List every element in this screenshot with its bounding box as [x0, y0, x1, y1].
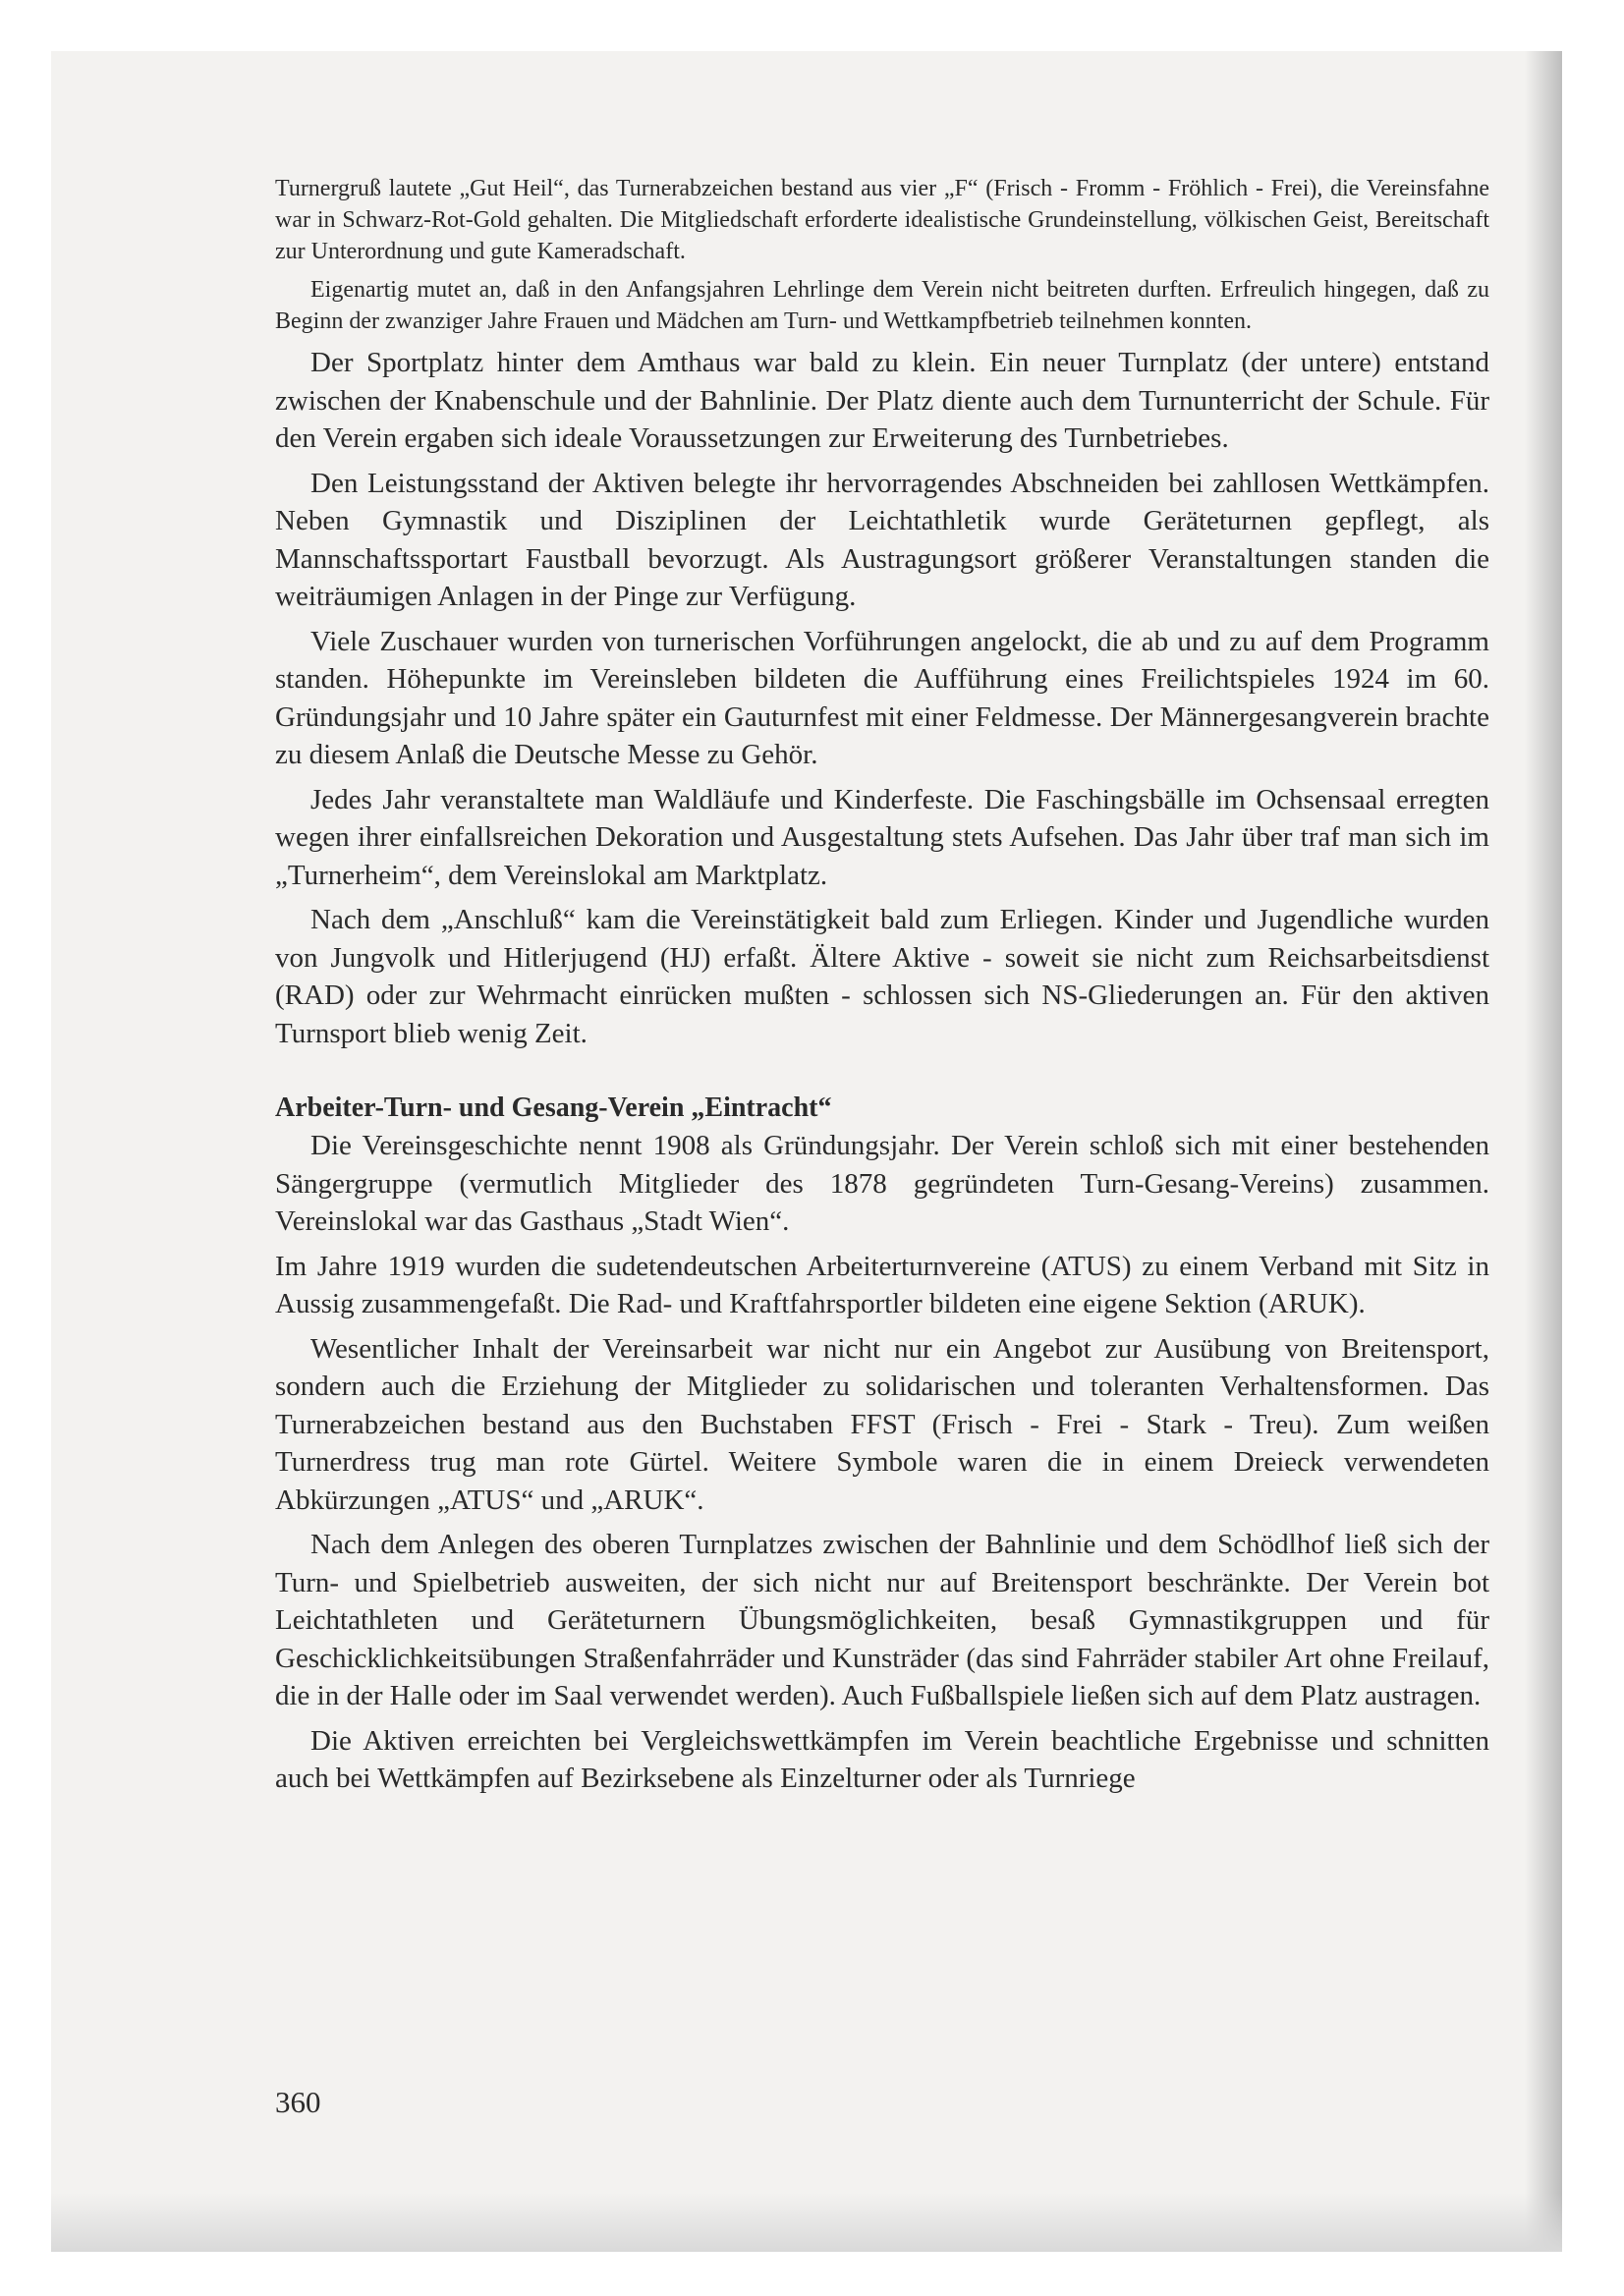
paragraph-2: Eigenartig mutet an, daß in den Anfangsjahren Lehrlinge dem Verein nicht beitreten durften. Erfreulich hingegen, daß zu Beginn der zwanziger Jahre Frauen und Mädchen am Turn- und Wettkampfbetrieb teilnehmen konnten.	[275, 277, 1489, 334]
section-heading: Arbeiter-Turn- und Gesang-Verein „Eintracht“	[275, 1092, 832, 1123]
text-column	[275, 173, 1489, 1805]
page-edge-shadow-right	[1525, 51, 1562, 2252]
paragraph-12: Die Aktiven erreichten bei Vergleichswettkämpfen im Verein beachtliche Ergebnisse und schnitten auch bei Wettkämpfen auf Bezirksebene als Einzelturner oder als Turnriege	[275, 1724, 1489, 1794]
paragraph-5: Viele Zuschauer wurden von turnerischen Vorführungen angelockt, die ab und zu auf dem Programm standen. Höhepunkte im Vereinsleben bildeten die Aufführung eines Freilichtspieles 1924 im 60. Gründungsjahr und 10 Jahre später ein Gauturnfest mit einer Feldmesse. Der Männergesangverein brachte zu diesem Anlaß die Deutsche Messe zu Gehör.	[275, 625, 1489, 770]
paragraph-6: Jedes Jahr veranstaltete man Waldläufe und Kinderfeste. Die Faschingsbälle im Ochsensaal erregten wegen ihrer einfallsreichen Dekoration und Ausgestaltung stets Aufsehen. Das Jahr über traf man sich im „Turnerheim“, dem Vereinslokal am Marktplatz.	[275, 783, 1489, 891]
paragraph-10: Wesentlicher Inhalt der Vereinsarbeit war nicht nur ein Angebot zur Ausübung von Breitensport, sondern auch die Erziehung der Mitglieder zu solidarischen und toleranten Verhaltensformen. Das Turnerabzeichen bestand aus den Buchstaben FFST (Frisch - Frei - Stark - Treu). Zum weißen Turnerdress trug man rote Gürtel. Weitere Symbole waren die in einem Dreieck verwendeten Abkürzungen „ATUS“ und „ARUK“.	[275, 1332, 1489, 1516]
paragraph-4: Den Leistungsstand der Aktiven belegte ihr hervorragendes Abschneiden bei zahllosen Wettkämpfen. Neben Gymnastik und Disziplinen der Leichtathletik wurde Geräteturnen gepflegt, als Mannschaftssportart Faustball bevorzugt. Als Austragungsort größerer Veranstaltungen standen die weiträumigen Anlagen in der Pinge zur Verfügung.	[275, 467, 1489, 612]
paragraph-9: Im Jahre 1919 wurden die sudetendeutschen Arbeiterturnvereine (ATUS) zu einem Verband mit Sitz in Aussig zusammengefaßt. Die Rad- und Kraftfahrsportler bildeten eine eigene Sektion (ARUK).	[275, 1250, 1489, 1319]
paragraph-7: Nach dem „Anschluß“ kam die Vereinstätigkeit bald zum Erliegen. Kinder und Jugendliche wurden von Jungvolk und Hitlerjugend (HJ) erfaßt. Ältere Aktive - soweit sie nicht zum Reichsarbeitsdienst (RAD) oder zur Wehrmacht einrücken mußten - schlossen sich NS-Gliederungen an. Für den aktiven Turnsport blieb wenig Zeit.	[275, 904, 1489, 1049]
paragraph-3: Der Sportplatz hinter dem Amthaus war bald zu klein. Ein neuer Turnplatz (der untere) entstand zwischen der Knabenschule und der Bahnlinie. Der Platz diente auch dem Turnunterricht der Schule. Für den Verein ergaben sich ideale Voraussetzungen zur Erweiterung des Turnbetriebes.	[275, 347, 1489, 454]
page-number: 360	[275, 2085, 321, 2119]
paragraph-1: Turnergruß lautete „Gut Heil“, das Turnerabzeichen bestand aus vier „F“ (Frisch - Fromm - Fröhlich - Frei), die Vereinsfahne war in Schwarz-Rot-Gold gehalten. Die Mitgliedschaft erforderte idealistische Grundeinstellung, völkischen Geist, Bereitschaft zur Unterordnung und gute Kameradschaft.	[275, 176, 1489, 264]
paragraph-11: Nach dem Anlegen des oberen Turnplatzes zwischen der Bahnlinie und dem Schödlhof ließ sich der Turn- und Spielbetrieb ausweiten, der sich nicht nur auf Breitensport beschränkte. Der Verein bot Leichtathleten und Geräteturnern Übungsmöglichkeiten, besaß Gymnastikgruppen und für Geschicklichkeitsübungen Straßenfahrräder und Kunsträder (das sind Fahrräder stabiler Art ohne Freilauf, die in der Halle oder im Saal verwendet werden). Auch Fußballspiele ließen sich auf dem Platz austragen.	[275, 1529, 1489, 1711]
paragraph-8: Die Vereinsgeschichte nennt 1908 als Gründungsjahr. Der Verein schloß sich mit einer bestehenden Sängergruppe (vermutlich Mitglieder des 1878 gegründeten Turn-Gesang-Vereins) zusammen. Vereinslokal war das Gasthaus „Stadt Wien“.	[275, 1130, 1489, 1237]
page-edge-shadow-bottom	[51, 2193, 1562, 2252]
